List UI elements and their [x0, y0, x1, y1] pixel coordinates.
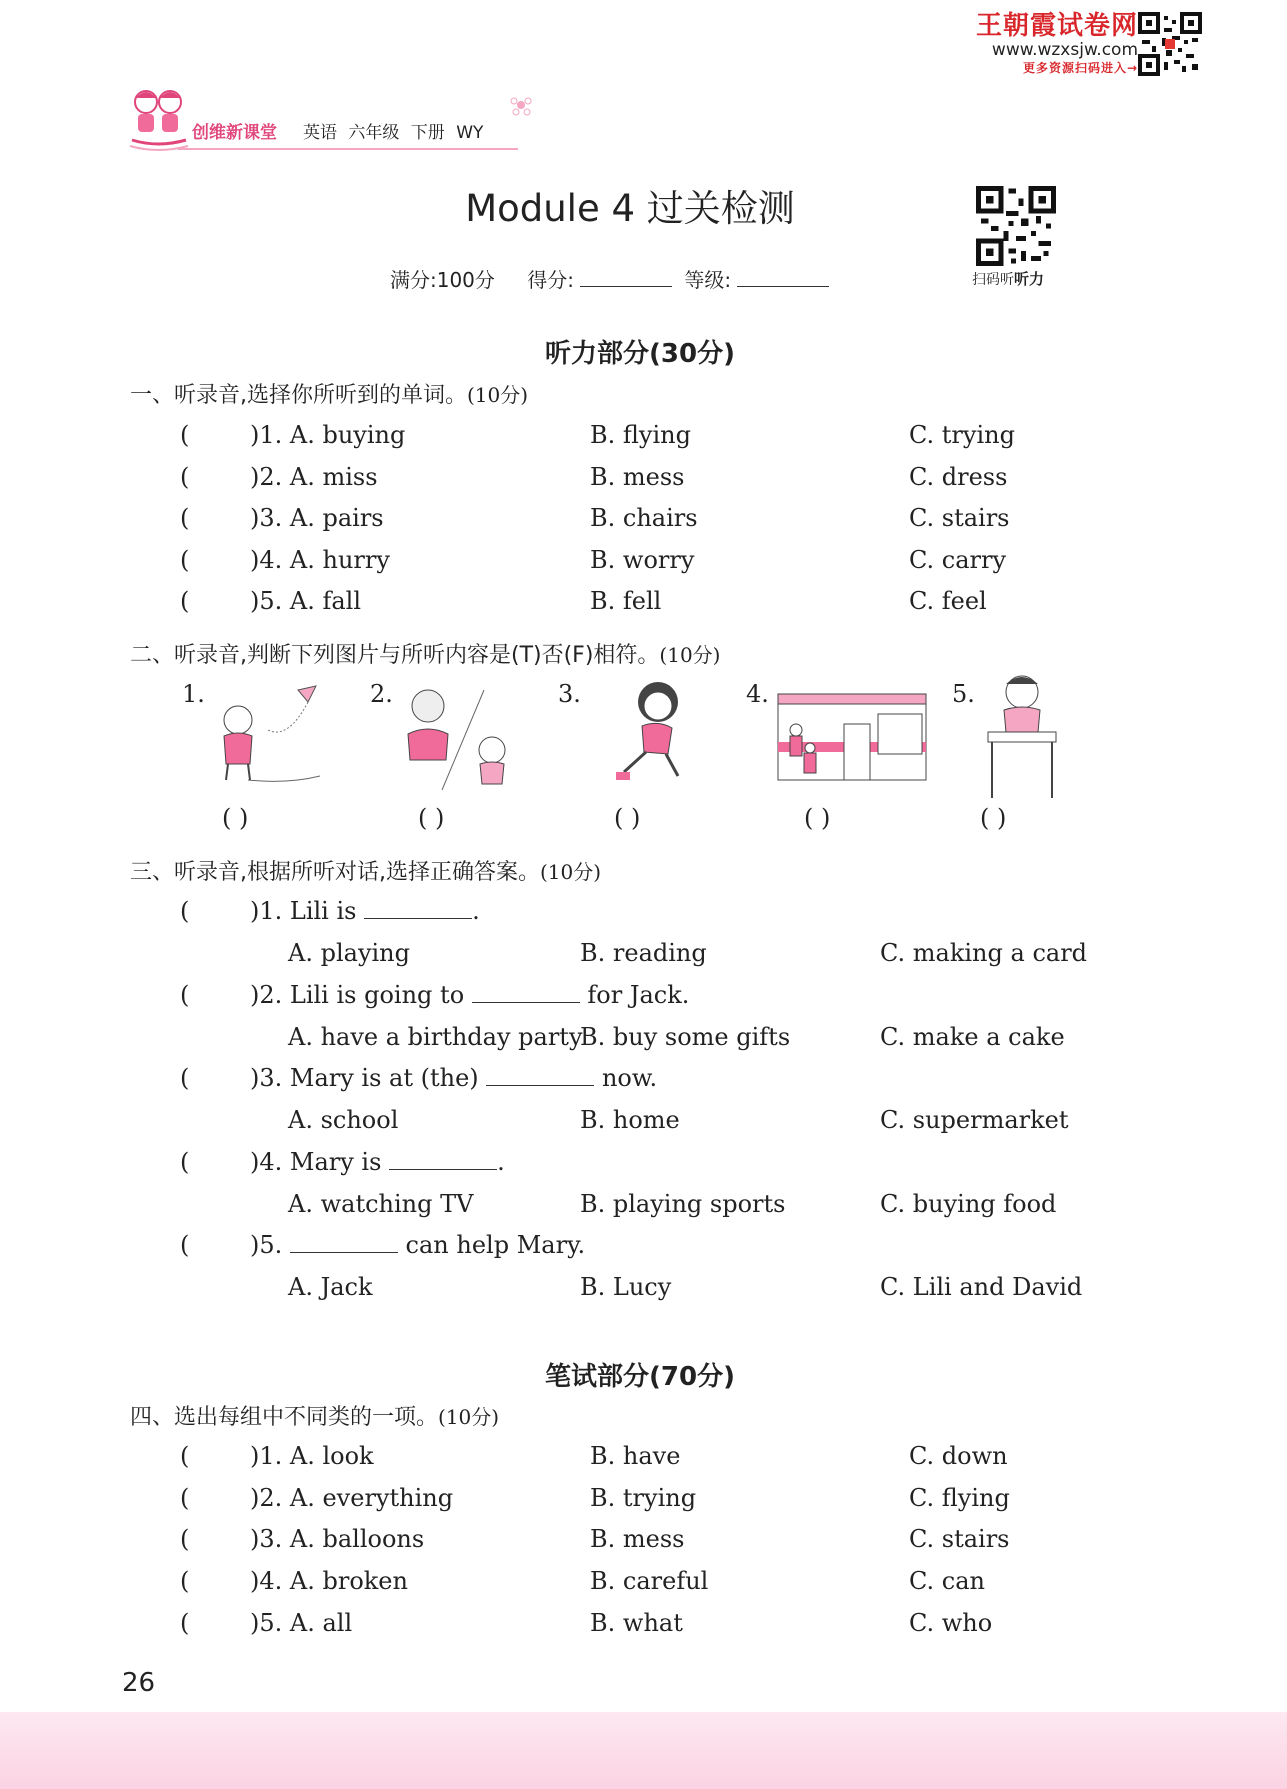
- score-blank[interactable]: [580, 268, 672, 287]
- section1-heading: 一、听录音,选择你所听到的单词。(10分): [130, 383, 529, 408]
- picture-number-5: 5.: [952, 680, 975, 708]
- picture-3-girl-falling: [602, 674, 702, 790]
- picture-2-answer[interactable]: ( ): [418, 804, 445, 832]
- picture-number-4: 4.: [746, 680, 769, 708]
- picture-4-shop-front: [774, 690, 932, 784]
- scan-label-prefix: 扫码听: [972, 272, 1014, 288]
- decor-flower-icon: [508, 92, 534, 118]
- scan-label-bold: 听力: [1014, 270, 1045, 288]
- s3-q4-blank[interactable]: [389, 1147, 497, 1170]
- s3-q3-blank[interactable]: [486, 1063, 594, 1086]
- section2-heading: 二、听录音,判断下列图片与所听内容是(T)否(F)相符。(10分): [130, 643, 721, 668]
- brand-url[interactable]: www.wzxsjw.com: [991, 40, 1138, 60]
- picture-number-2: 2.: [370, 680, 393, 708]
- full-marks: 满分:100分: [390, 268, 495, 292]
- brand-block: [958, 12, 1138, 76]
- writing-part-title: 笔试部分(70分): [545, 1362, 735, 1392]
- picture-2-grandma-and-boy: [402, 680, 520, 792]
- picture-1-kid-with-kite: [208, 680, 326, 792]
- footer-band: [0, 1712, 1287, 1789]
- brand-tagline: 更多资源扫码进入→: [1022, 61, 1138, 75]
- section3-heading: 三、听录音,根据所听对话,选择正确答案。(10分): [130, 860, 602, 885]
- page-number: 26: [122, 1668, 156, 1698]
- brand-name: 王朝霞试卷网: [975, 11, 1138, 41]
- picture-1-answer[interactable]: ( ): [222, 804, 249, 832]
- picture-3-answer[interactable]: ( ): [614, 804, 641, 832]
- s3-q2-blank[interactable]: [472, 980, 580, 1003]
- score-label: 得分:: [527, 268, 575, 292]
- s3-q5-blank[interactable]: [290, 1230, 398, 1253]
- subject-label: 英语 六年级 下册 WY: [303, 123, 484, 143]
- scan-to-listen-label: [972, 268, 1044, 289]
- grade-label: 等级:: [684, 268, 732, 292]
- page-title: Module 4 过关检测: [465, 187, 795, 230]
- s3-q1-blank[interactable]: [364, 896, 472, 919]
- picture-number-3: 3.: [558, 680, 581, 708]
- series-name: 创维新课堂: [192, 123, 277, 143]
- picture-5-boy-at-desk: [982, 670, 1062, 800]
- grade-blank[interactable]: [737, 268, 829, 287]
- score-line: [390, 264, 835, 293]
- picture-5-answer[interactable]: ( ): [980, 804, 1007, 832]
- picture-number-1: 1.: [182, 680, 205, 708]
- listening-qr-code-icon[interactable]: [976, 186, 1056, 266]
- section4-heading: 四、选出每组中不同类的一项。(10分): [130, 1405, 500, 1430]
- header-divider: [178, 148, 518, 150]
- brand-qr-code-icon[interactable]: [1138, 12, 1202, 76]
- kids-logo-icon: [126, 84, 192, 152]
- listening-part-title: 听力部分(30分): [545, 339, 735, 369]
- picture-4-answer[interactable]: ( ): [804, 804, 831, 832]
